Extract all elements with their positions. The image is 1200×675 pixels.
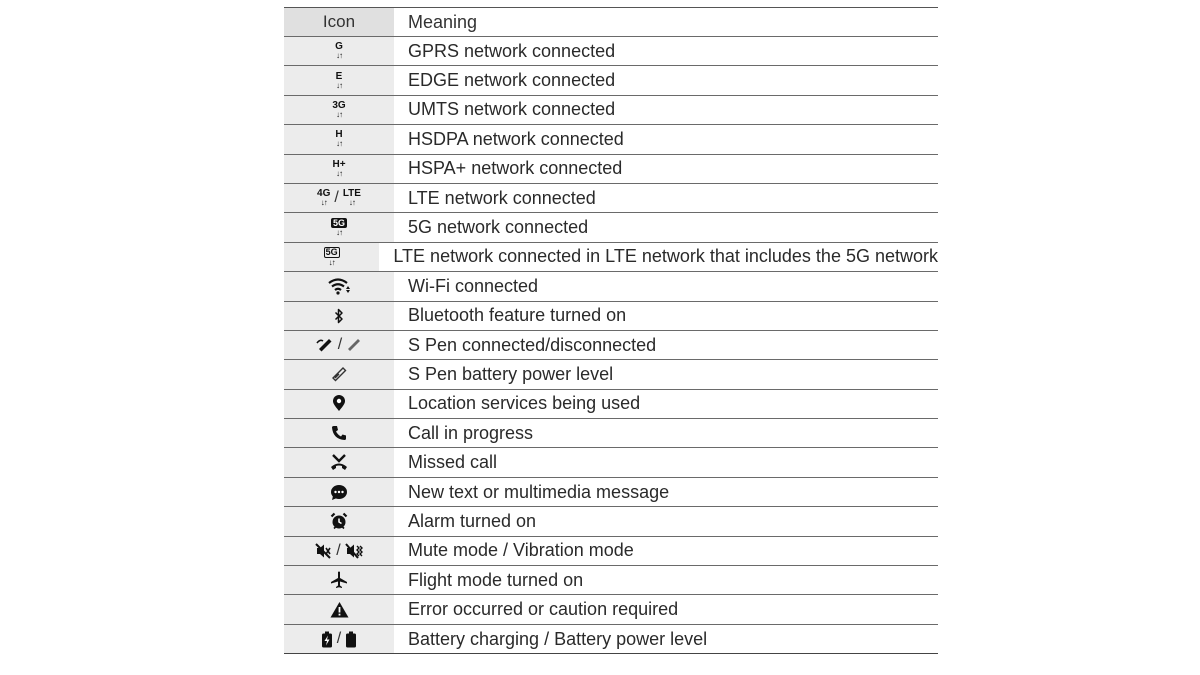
warning-icon bbox=[330, 601, 349, 618]
hspa-plus-icon: H+ ↓↑ bbox=[332, 158, 346, 178]
row-meaning: LTE network connected bbox=[408, 187, 596, 208]
row-meaning: Alarm turned on bbox=[408, 510, 537, 531]
s-pen-battery-icon bbox=[331, 366, 347, 382]
row-meaning: Missed call bbox=[408, 452, 498, 473]
table-row bbox=[284, 184, 938, 213]
row-meaning: UMTS network connected bbox=[408, 99, 616, 120]
table-row bbox=[284, 272, 938, 301]
table-row bbox=[284, 37, 938, 66]
row-meaning: LTE network connected in LTE network that includes the 5G network bbox=[393, 246, 938, 267]
row-meaning: EDGE network connected bbox=[408, 70, 616, 91]
battery-charging-icon bbox=[321, 631, 333, 648]
mute-vibration-icon: / bbox=[315, 542, 362, 560]
status-icons-table bbox=[284, 7, 938, 654]
table-row bbox=[284, 213, 938, 242]
row-meaning: Error occurred or caution required bbox=[408, 599, 679, 620]
row-meaning: 5G network connected bbox=[408, 217, 589, 238]
column-header-icon: Icon bbox=[284, 8, 394, 36]
table-row bbox=[284, 478, 938, 507]
alarm-icon bbox=[330, 512, 348, 530]
row-meaning: Call in progress bbox=[408, 422, 534, 443]
row-meaning: Flight mode turned on bbox=[408, 569, 584, 590]
edge-icon: E ↓↑ bbox=[335, 70, 343, 90]
s-pen-icon: / bbox=[316, 336, 362, 354]
row-meaning: S Pen battery power level bbox=[408, 363, 614, 384]
row-meaning: GPRS network connected bbox=[408, 40, 616, 61]
wifi-icon bbox=[327, 277, 351, 295]
hsdpa-icon: H ↓↑ bbox=[335, 129, 343, 149]
row-meaning: HSPA+ network connected bbox=[408, 158, 623, 179]
table-header-row bbox=[284, 8, 938, 37]
table-row bbox=[284, 448, 938, 477]
bluetooth-icon bbox=[334, 308, 344, 324]
table-row bbox=[284, 625, 938, 654]
table-row bbox=[284, 331, 938, 360]
row-meaning: New text or multimedia message bbox=[408, 481, 670, 502]
row-meaning: Wi-Fi connected bbox=[408, 275, 539, 296]
row-meaning: HSDPA network connected bbox=[408, 128, 624, 149]
battery-level-icon bbox=[345, 631, 357, 648]
5g-icon: 5G ↓↑ bbox=[332, 218, 345, 238]
message-icon bbox=[330, 484, 348, 501]
row-meaning: Bluetooth feature turned on bbox=[408, 305, 627, 326]
row-meaning: Battery charging / Battery power level bbox=[408, 628, 708, 649]
table-row bbox=[284, 419, 938, 448]
table-row bbox=[284, 360, 938, 389]
table-row bbox=[284, 390, 938, 419]
table-row bbox=[284, 243, 938, 272]
gprs-icon: G ↓↑ bbox=[335, 41, 343, 61]
table-row bbox=[284, 302, 938, 331]
table-row bbox=[284, 96, 938, 125]
table-row bbox=[284, 507, 938, 536]
mute-icon bbox=[315, 543, 332, 559]
call-icon bbox=[331, 425, 347, 441]
row-meaning: Mute mode / Vibration mode bbox=[408, 540, 634, 561]
umts-icon: 3G ↓↑ bbox=[332, 99, 346, 119]
table-row bbox=[284, 595, 938, 624]
s-pen-disconnected-icon bbox=[346, 337, 362, 353]
flight-mode-icon bbox=[330, 571, 348, 589]
lte-icon: 4G ↓↑ / LTE ↓↑ bbox=[317, 188, 361, 208]
missed-call-icon bbox=[330, 454, 348, 471]
vibration-icon bbox=[345, 543, 363, 559]
4g-icon: 4G ↓↑ bbox=[317, 188, 331, 208]
s-pen-connected-icon bbox=[316, 337, 334, 353]
table-row bbox=[284, 566, 938, 595]
column-header-meaning: Meaning bbox=[408, 11, 478, 32]
lte-text-icon: LTE ↓↑ bbox=[342, 188, 361, 208]
lte-5g-icon: 5G ↓↑ bbox=[325, 246, 338, 267]
table-row bbox=[284, 537, 938, 566]
battery-icon: / bbox=[321, 630, 357, 648]
row-meaning: S Pen connected/disconnected bbox=[408, 334, 657, 355]
table-row bbox=[284, 155, 938, 184]
table-row bbox=[284, 66, 938, 95]
table-row bbox=[284, 125, 938, 154]
row-meaning: Location services being used bbox=[408, 393, 641, 414]
location-icon bbox=[332, 395, 346, 412]
